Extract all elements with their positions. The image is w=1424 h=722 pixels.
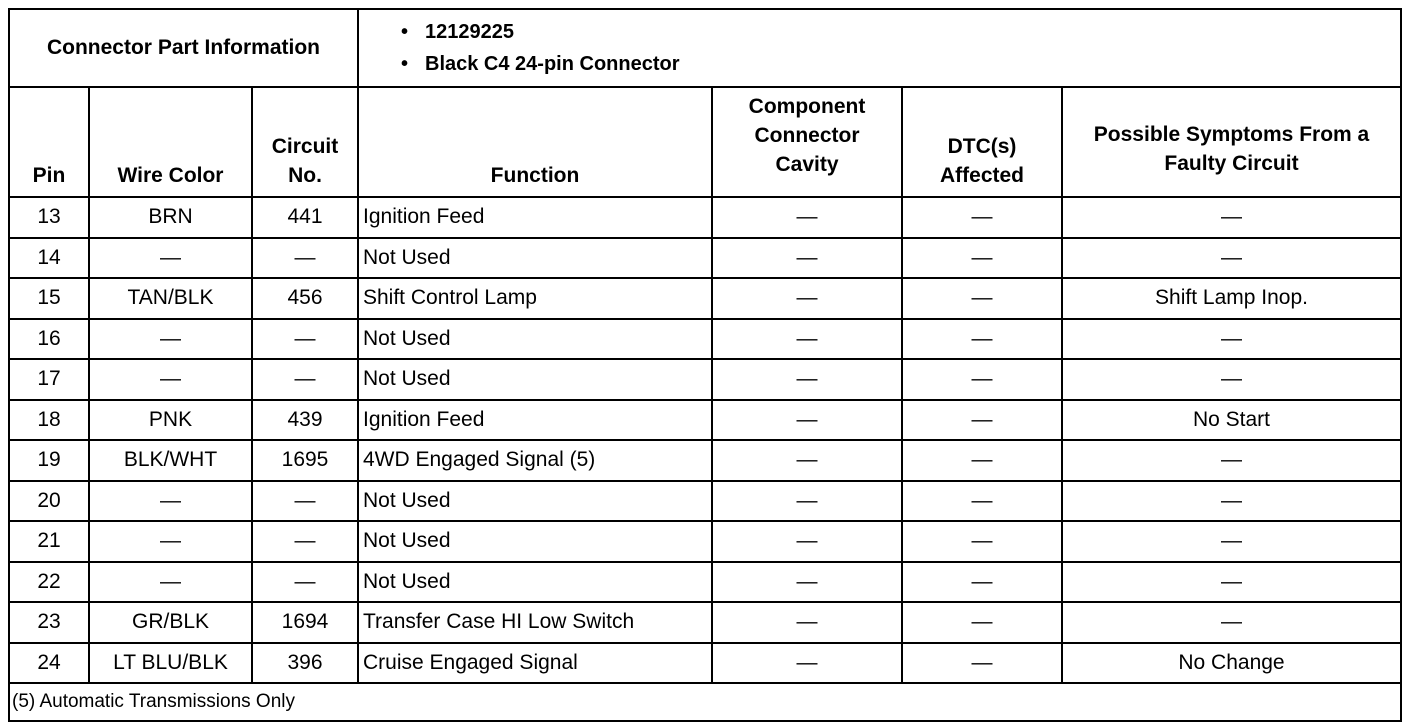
cell-circuit-no: — bbox=[252, 319, 358, 360]
table-row bbox=[9, 278, 1401, 319]
cell-possible-symptom: — bbox=[1062, 238, 1401, 279]
cell-component-cavity: — bbox=[712, 197, 902, 238]
cell-dtc-affected: — bbox=[902, 440, 1062, 481]
cell-possible-symptom: — bbox=[1062, 359, 1401, 400]
footnote-text: (5) Automatic Transmissions Only bbox=[9, 683, 1401, 721]
cell-function: Not Used bbox=[358, 319, 712, 360]
cell-circuit-no: — bbox=[252, 359, 358, 400]
connector-description: Black C4 24-pin Connector bbox=[425, 53, 680, 75]
cell-circuit-no: 441 bbox=[252, 197, 358, 238]
table-row bbox=[9, 197, 1401, 238]
cell-possible-symptom: — bbox=[1062, 440, 1401, 481]
connector-part-info bbox=[358, 9, 1401, 87]
cell-possible-symptom: — bbox=[1062, 602, 1401, 643]
cell-component-cavity: — bbox=[712, 643, 902, 684]
cell-dtc-affected: — bbox=[902, 481, 1062, 522]
cell-pin: 22 bbox=[9, 562, 89, 603]
cell-component-cavity: — bbox=[712, 319, 902, 360]
table-row bbox=[9, 481, 1401, 522]
cell-pin: 17 bbox=[9, 359, 89, 400]
cell-circuit-no: — bbox=[252, 562, 358, 603]
cell-wire-color: GR/BLK bbox=[89, 602, 252, 643]
cell-circuit-no: 439 bbox=[252, 400, 358, 441]
cell-pin: 14 bbox=[9, 238, 89, 279]
cell-pin: 19 bbox=[9, 440, 89, 481]
cell-wire-color: TAN/BLK bbox=[89, 278, 252, 319]
header-possible-symptoms: Possible Symptoms From a Faulty Circuit bbox=[1062, 87, 1401, 197]
cell-function: Not Used bbox=[358, 359, 712, 400]
cell-circuit-no: — bbox=[252, 521, 358, 562]
cell-dtc-affected: — bbox=[902, 319, 1062, 360]
cell-pin: 21 bbox=[9, 521, 89, 562]
cell-function: 4WD Engaged Signal (5) bbox=[358, 440, 712, 481]
cell-circuit-no: — bbox=[252, 238, 358, 279]
cell-pin: 16 bbox=[9, 319, 89, 360]
bullet-icon: • bbox=[401, 53, 409, 75]
cell-dtc-affected: — bbox=[902, 359, 1062, 400]
header-function: Function bbox=[358, 87, 712, 197]
cell-function: Shift Control Lamp bbox=[358, 278, 712, 319]
cell-circuit-no: 396 bbox=[252, 643, 358, 684]
table-row bbox=[9, 602, 1401, 643]
cell-function: Not Used bbox=[358, 481, 712, 522]
part-number-line bbox=[401, 16, 1400, 48]
cell-component-cavity: — bbox=[712, 278, 902, 319]
header-wire-color: Wire Color bbox=[89, 87, 252, 197]
cell-dtc-affected: — bbox=[902, 400, 1062, 441]
cell-component-cavity: — bbox=[712, 238, 902, 279]
cell-function: Not Used bbox=[358, 562, 712, 603]
header-dtcs-affected: DTC(s) Affected bbox=[902, 87, 1062, 197]
cell-component-cavity: — bbox=[712, 481, 902, 522]
cell-possible-symptom: — bbox=[1062, 562, 1401, 603]
cell-pin: 20 bbox=[9, 481, 89, 522]
cell-possible-symptom: No Start bbox=[1062, 400, 1401, 441]
cell-component-cavity: — bbox=[712, 521, 902, 562]
connector-part-label: Connector Part Information bbox=[9, 9, 358, 87]
cell-circuit-no: 456 bbox=[252, 278, 358, 319]
table-row bbox=[9, 643, 1401, 684]
cell-wire-color: — bbox=[89, 481, 252, 522]
bullet-icon: • bbox=[401, 21, 409, 43]
cell-wire-color: — bbox=[89, 359, 252, 400]
connector-pinout-table-sheet bbox=[8, 8, 1400, 722]
cell-dtc-affected: — bbox=[902, 602, 1062, 643]
cell-dtc-affected: — bbox=[902, 238, 1062, 279]
cell-wire-color: — bbox=[89, 562, 252, 603]
cell-wire-color: — bbox=[89, 238, 252, 279]
cell-component-cavity: — bbox=[712, 400, 902, 441]
table-row bbox=[9, 440, 1401, 481]
table-row bbox=[9, 319, 1401, 360]
table-row bbox=[9, 521, 1401, 562]
cell-circuit-no: 1694 bbox=[252, 602, 358, 643]
cell-component-cavity: — bbox=[712, 440, 902, 481]
cell-component-cavity: — bbox=[712, 562, 902, 603]
cell-wire-color: LT BLU/BLK bbox=[89, 643, 252, 684]
cell-possible-symptom: — bbox=[1062, 521, 1401, 562]
cell-dtc-affected: — bbox=[902, 197, 1062, 238]
cell-function: Not Used bbox=[358, 238, 712, 279]
cell-wire-color: PNK bbox=[89, 400, 252, 441]
cell-possible-symptom: — bbox=[1062, 197, 1401, 238]
connector-pinout-table bbox=[8, 8, 1402, 722]
cell-component-cavity: — bbox=[712, 602, 902, 643]
part-number: 12129225 bbox=[425, 21, 514, 43]
table-row bbox=[9, 400, 1401, 441]
cell-function: Ignition Feed bbox=[358, 197, 712, 238]
header-pin: Pin bbox=[9, 87, 89, 197]
cell-function: Cruise Engaged Signal bbox=[358, 643, 712, 684]
cell-component-cavity: — bbox=[712, 359, 902, 400]
header-circuit-no: Circuit No. bbox=[252, 87, 358, 197]
cell-pin: 13 bbox=[9, 197, 89, 238]
cell-wire-color: — bbox=[89, 319, 252, 360]
cell-pin: 24 bbox=[9, 643, 89, 684]
footnote-row bbox=[9, 683, 1401, 721]
cell-function: Ignition Feed bbox=[358, 400, 712, 441]
cell-possible-symptom: No Change bbox=[1062, 643, 1401, 684]
connector-part-row bbox=[9, 9, 1401, 87]
table-row bbox=[9, 359, 1401, 400]
cell-wire-color: BLK/WHT bbox=[89, 440, 252, 481]
cell-dtc-affected: — bbox=[902, 521, 1062, 562]
connector-description-line bbox=[401, 48, 1400, 80]
column-header-row bbox=[9, 87, 1401, 197]
cell-pin: 15 bbox=[9, 278, 89, 319]
cell-circuit-no: — bbox=[252, 481, 358, 522]
cell-wire-color: — bbox=[89, 521, 252, 562]
header-component-connector-cavity: Component Connector Cavity bbox=[712, 87, 902, 197]
cell-pin: 23 bbox=[9, 602, 89, 643]
cell-dtc-affected: — bbox=[902, 278, 1062, 319]
cell-circuit-no: 1695 bbox=[252, 440, 358, 481]
cell-possible-symptom: — bbox=[1062, 481, 1401, 522]
table-row bbox=[9, 562, 1401, 603]
cell-wire-color: BRN bbox=[89, 197, 252, 238]
cell-possible-symptom: — bbox=[1062, 319, 1401, 360]
cell-dtc-affected: — bbox=[902, 643, 1062, 684]
table-row bbox=[9, 238, 1401, 279]
cell-possible-symptom: Shift Lamp Inop. bbox=[1062, 278, 1401, 319]
cell-function: Transfer Case HI Low Switch bbox=[358, 602, 712, 643]
cell-dtc-affected: — bbox=[902, 562, 1062, 603]
cell-function: Not Used bbox=[358, 521, 712, 562]
cell-pin: 18 bbox=[9, 400, 89, 441]
